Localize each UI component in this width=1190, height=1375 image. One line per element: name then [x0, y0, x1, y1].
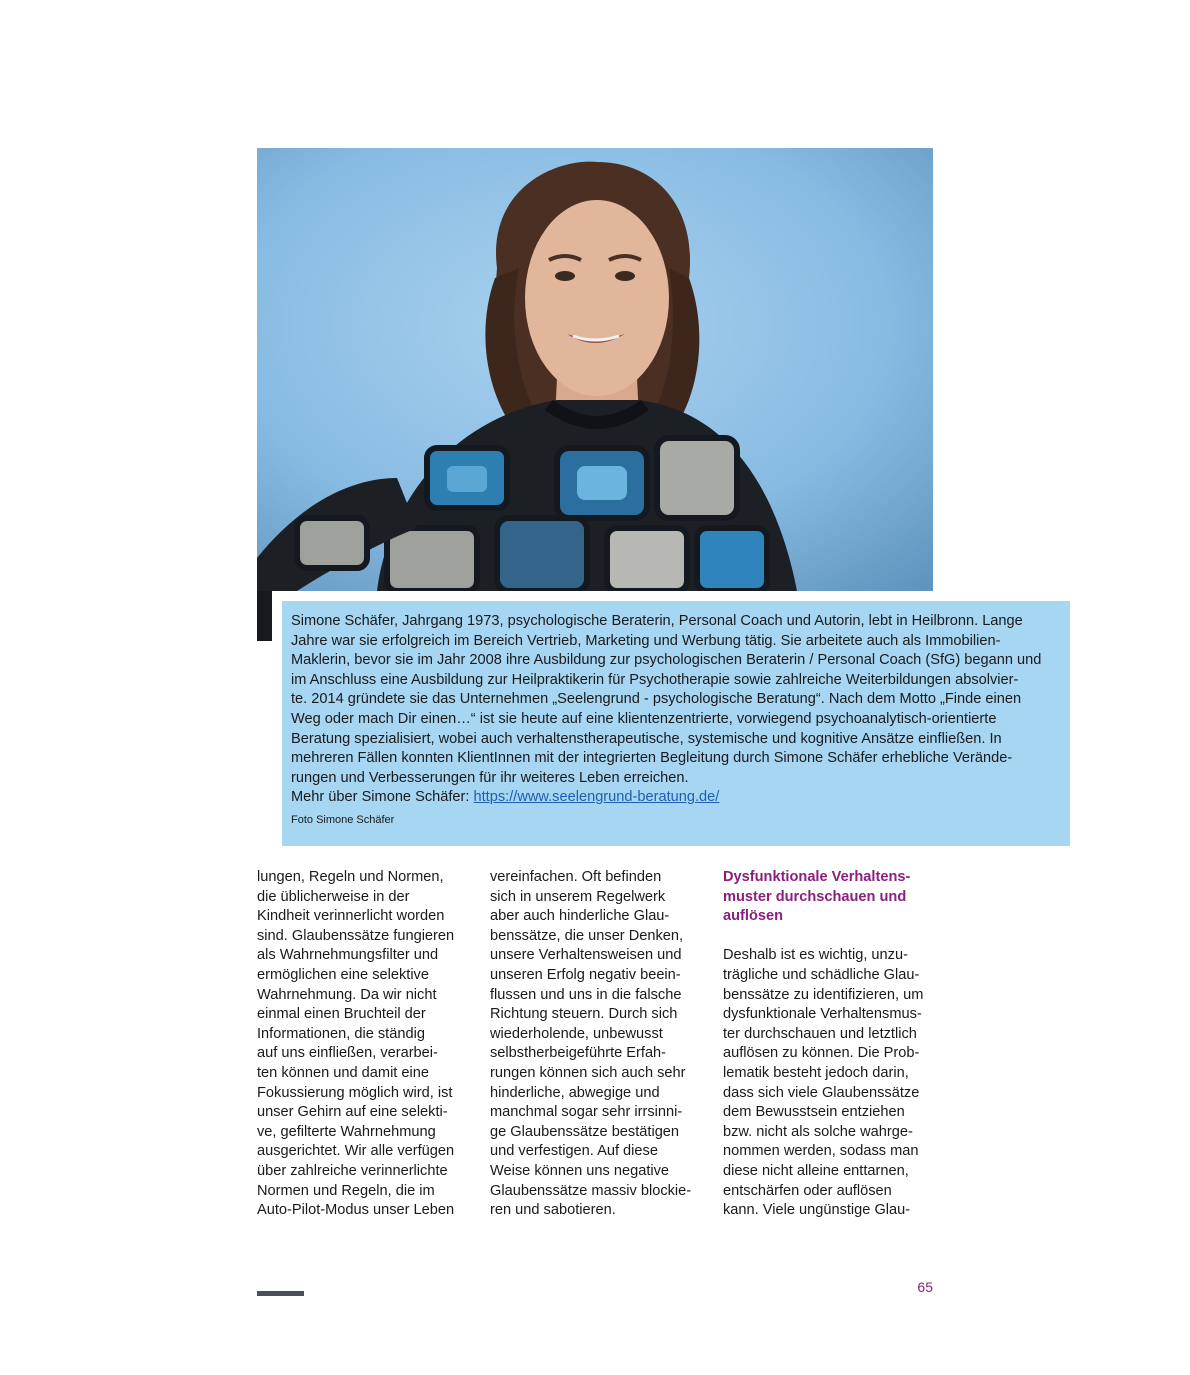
bio-line: Beratung spezialisiert, wobei auch verhaltenstherapeutische, systemische und kognitive Ansätze einfließen. In [291, 730, 1002, 747]
bio-line: Simone Schäfer, Jahrgang 1973, psychologische Beraterin, Personal Coach und Autorin, lebt in Heilbronn. Lange [291, 613, 1023, 629]
body-line: Auto-Pilot-Modus unser Leben [257, 1202, 455, 1219]
bio-line: im Anschluss eine Ausbildung zur Heilpraktikerin für Psychotherapie sowie zahlreiche Weiterbildungen absolvier- [291, 671, 1019, 688]
body-line: vereinfachen. Oft befinden [490, 869, 662, 885]
body-line: lungen, Regeln und Normen, [257, 869, 444, 885]
bio-line: te. 2014 gründete sie das Unternehmen „Seelengrund - psychologische Beratung“. Nach dem Motto „Finde einen [291, 691, 1022, 708]
body-line: ve, gefilterte Wahrnehmung [257, 1123, 436, 1140]
heading-line: auflösen [723, 908, 784, 925]
heading-line: Dysfunktionale Verhaltens- [723, 869, 911, 885]
photo-shadow-corner [257, 591, 272, 641]
body-line: Fokussierung möglich wird, ist [257, 1084, 453, 1101]
body-line: die üblicherweise in der [257, 888, 410, 905]
body-line: manchmal sogar sehr irrsinni- [490, 1104, 683, 1121]
body-line: diese nicht alleine enttarnen, [723, 1162, 909, 1179]
body-line: unseren Erfolg negativ beein- [490, 966, 681, 983]
author-bio-box [282, 601, 1070, 846]
body-line: und verfestigen. Auf diese [490, 1143, 658, 1160]
body-line: aber auch hinderliche Glau- [490, 908, 670, 925]
body-line: flussen und uns in die falsche [490, 986, 682, 1003]
body-line: trägliche und schädliche Glau- [723, 966, 920, 983]
footer-rule [257, 1291, 304, 1296]
body-line: ren und sabotieren. [490, 1202, 616, 1219]
bio-line: Maklerin, bevor sie im Jahr 2008 ihre Ausbildung zur psychologischen Beraterin / Personal Coach (SfG) begann und [291, 652, 1042, 669]
body-line: entschärfen oder auflösen [723, 1182, 892, 1199]
body-line: als Wahrnehmungsfilter und [257, 947, 439, 964]
bio-more-line [291, 788, 1061, 808]
website-link[interactable]: https://www.seelengrund-beratung.de/ [473, 789, 720, 806]
body-line: unsere Verhaltensweisen und [490, 947, 682, 964]
body-line: über zahlreiche verinnerlichte [257, 1162, 448, 1179]
body-line: lematik besteht jedoch darin, [723, 1064, 909, 1081]
body-line: kann. Viele ungünstige Glau- [723, 1202, 911, 1219]
body-line: ter durchschauen und letztlich [723, 1025, 917, 1042]
body-line: benssätze, die unser Denken, [490, 927, 684, 944]
body-line: dysfunktionale Verhaltensmus- [723, 1006, 922, 1023]
section-heading [723, 868, 935, 927]
body-line: selbstherbeigeführte Erfah- [490, 1045, 667, 1062]
body-line: unser Gehirn auf eine selekti- [257, 1104, 448, 1121]
bio-more-label: Mehr über Simone Schäfer: [291, 789, 474, 806]
body-line: Richtung steuern. Durch sich [490, 1006, 678, 1023]
bio-line: Jahre war sie erfolgreich im Bereich Vertrieb, Marketing und Werbung tätig. Sie arbeitete auch als Immobilien- [291, 632, 1001, 649]
body-line: ausgerichtet. Wir alle verfügen [257, 1143, 455, 1160]
photo-credit: Foto Simone Schäfer [291, 813, 395, 826]
body-line: Glaubenssätze massiv blockie- [490, 1182, 692, 1199]
body-line: sich in unserem Regelwerk [490, 888, 666, 905]
body-line: hinderliche, abwegige und [490, 1084, 660, 1101]
body-line: nommen werden, sodass man [723, 1143, 919, 1160]
text-column-3 [723, 868, 935, 1221]
text-column-1 [257, 868, 469, 1221]
text-column-2 [490, 868, 702, 1221]
body-line: auflösen zu können. Die Prob- [723, 1045, 920, 1062]
bio-line: Weg oder mach Dir einen…“ ist sie heute auf eine klientenzentrierte, vorwiegend psychoanalytisch-orientierte [291, 710, 997, 727]
body-line: sind. Glaubenssätze fungieren [257, 927, 455, 944]
body-line: ten können und damit eine [257, 1064, 430, 1081]
heading-spacer [723, 927, 935, 947]
body-line: einmal einen Bruchteil der [257, 1006, 426, 1023]
bio-line: rungen und Verbesserungen für ihr weiteres Leben erreichen. [291, 769, 689, 786]
page-number: 65 [917, 1279, 933, 1295]
body-line: Weise können uns negative [490, 1162, 670, 1179]
photo-gap [272, 591, 282, 641]
body-line: Deshalb ist es wichtig, unzu- [723, 947, 908, 964]
body-line: Kindheit verinnerlicht worden [257, 908, 445, 925]
body-line: benssätze zu identifizieren, um [723, 986, 924, 1003]
bio-line: mehreren Fällen konnten KlientInnen mit der integrierten Begleitung durch Simone Schäfer erhebliche Verände- [291, 750, 1013, 767]
body-line: rungen können sich auch sehr [490, 1064, 686, 1081]
body-line: Normen und Regeln, die im [257, 1182, 435, 1199]
body-line: Wahrnehmung. Da wir nicht [257, 986, 437, 1003]
body-line: Informationen, die ständig [257, 1025, 425, 1042]
body-line: ermöglichen eine selektive [257, 966, 429, 983]
body-line: ge Glaubenssätze bestätigen [490, 1123, 680, 1140]
body-line: dass sich viele Glaubenssätze [723, 1084, 920, 1101]
heading-line: muster durchschauen und [723, 888, 907, 905]
portrait-photo [257, 148, 933, 591]
portrait-illustration [257, 148, 933, 591]
body-line: bzw. nicht als solche wahrge- [723, 1123, 913, 1140]
body-line: auf uns einfließen, verarbei- [257, 1045, 438, 1062]
body-line: dem Bewusstsein entziehen [723, 1104, 905, 1121]
body-line: wiederholende, unbewusst [490, 1025, 663, 1042]
